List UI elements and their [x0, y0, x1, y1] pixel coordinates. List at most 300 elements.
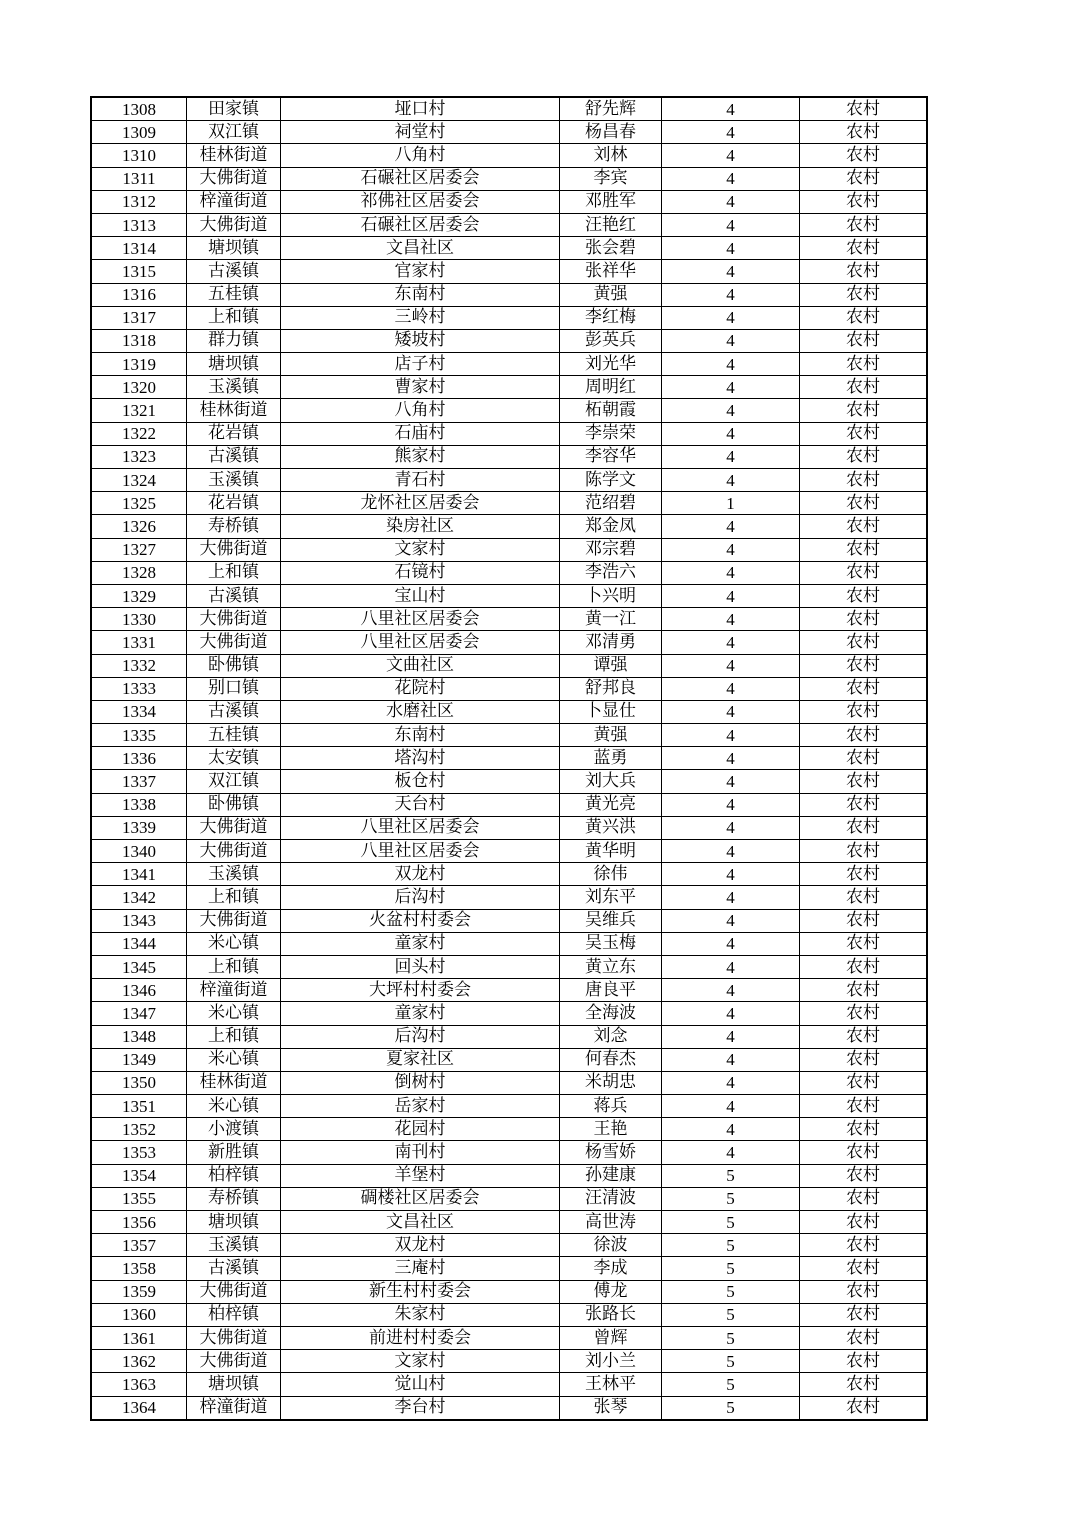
serial-number-cell: 1332: [91, 654, 187, 677]
village-cell: 文家村: [281, 1350, 560, 1373]
area-type-cell: 农村: [800, 1211, 928, 1234]
town-cell: 上和镇: [187, 1025, 281, 1048]
village-cell: 石碾社区居委会: [281, 167, 560, 190]
person-name-cell: 黄强: [560, 724, 662, 747]
town-cell: 玉溪镇: [187, 863, 281, 886]
serial-number-cell: 1363: [91, 1373, 187, 1396]
area-type-cell: 农村: [800, 979, 928, 1002]
serial-number-cell: 1317: [91, 306, 187, 329]
serial-number-cell: 1312: [91, 190, 187, 213]
area-type-cell: 农村: [800, 469, 928, 492]
table-row: [91, 515, 927, 538]
count-cell: 5: [662, 1326, 800, 1349]
table-row: [91, 538, 927, 561]
town-cell: 玉溪镇: [187, 376, 281, 399]
count-cell: 4: [662, 608, 800, 631]
table-row: [91, 213, 927, 236]
count-cell: 4: [662, 445, 800, 468]
count-cell: 4: [662, 631, 800, 654]
person-name-cell: 范绍碧: [560, 492, 662, 515]
serial-number-cell: 1348: [91, 1025, 187, 1048]
person-name-cell: 吴玉梅: [560, 932, 662, 955]
table-row: [91, 1280, 927, 1303]
count-cell: 5: [662, 1187, 800, 1210]
serial-number-cell: 1353: [91, 1141, 187, 1164]
count-cell: 5: [662, 1257, 800, 1280]
serial-number-cell: 1325: [91, 492, 187, 515]
village-cell: 东南村: [281, 283, 560, 306]
count-cell: 4: [662, 260, 800, 283]
town-cell: 田家镇: [187, 97, 281, 121]
area-type-cell: 农村: [800, 283, 928, 306]
area-type-cell: 农村: [800, 376, 928, 399]
area-type-cell: 农村: [800, 584, 928, 607]
town-cell: 大佛街道: [187, 608, 281, 631]
area-type-cell: 农村: [800, 631, 928, 654]
count-cell: 5: [662, 1350, 800, 1373]
serial-number-cell: 1344: [91, 932, 187, 955]
town-cell: 花岩镇: [187, 492, 281, 515]
count-cell: 4: [662, 422, 800, 445]
area-type-cell: 农村: [800, 422, 928, 445]
area-type-cell: 农村: [800, 445, 928, 468]
area-type-cell: 农村: [800, 1326, 928, 1349]
town-cell: 玉溪镇: [187, 469, 281, 492]
town-cell: 米心镇: [187, 1048, 281, 1071]
town-cell: 大佛街道: [187, 631, 281, 654]
town-cell: 大佛街道: [187, 1326, 281, 1349]
town-cell: 古溪镇: [187, 1257, 281, 1280]
table-row: [91, 608, 927, 631]
village-cell: 板仓村: [281, 770, 560, 793]
village-cell: 倒树村: [281, 1071, 560, 1094]
town-cell: 群力镇: [187, 329, 281, 352]
serial-number-cell: 1335: [91, 724, 187, 747]
serial-number-cell: 1360: [91, 1303, 187, 1326]
count-cell: 4: [662, 909, 800, 932]
person-name-cell: 刘大兵: [560, 770, 662, 793]
table-row: [91, 167, 927, 190]
table-row: [91, 1350, 927, 1373]
town-cell: 梓潼街道: [187, 190, 281, 213]
person-name-cell: 刘念: [560, 1025, 662, 1048]
town-cell: 米心镇: [187, 1002, 281, 1025]
person-name-cell: 杨雪娇: [560, 1141, 662, 1164]
person-name-cell: 彭英兵: [560, 329, 662, 352]
serial-number-cell: 1319: [91, 353, 187, 376]
person-name-cell: 郑金凤: [560, 515, 662, 538]
person-name-cell: 黄华明: [560, 840, 662, 863]
table-row: [91, 399, 927, 422]
area-type-cell: 农村: [800, 561, 928, 584]
area-type-cell: 农村: [800, 909, 928, 932]
count-cell: 5: [662, 1164, 800, 1187]
village-cell: 文曲社区: [281, 654, 560, 677]
table-row: [91, 1257, 927, 1280]
town-cell: 大佛街道: [187, 538, 281, 561]
count-cell: 4: [662, 538, 800, 561]
serial-number-cell: 1358: [91, 1257, 187, 1280]
area-type-cell: 农村: [800, 329, 928, 352]
count-cell: 4: [662, 886, 800, 909]
count-cell: 4: [662, 561, 800, 584]
area-type-cell: 农村: [800, 515, 928, 538]
village-cell: 大坪村村委会: [281, 979, 560, 1002]
town-cell: 寿桥镇: [187, 1187, 281, 1210]
person-name-cell: 邓清勇: [560, 631, 662, 654]
village-cell: 文昌社区: [281, 1211, 560, 1234]
count-cell: 4: [662, 724, 800, 747]
area-type-cell: 农村: [800, 1164, 928, 1187]
town-cell: 塘坝镇: [187, 237, 281, 260]
person-name-cell: 何春杰: [560, 1048, 662, 1071]
table-row: [91, 1118, 927, 1141]
person-name-cell: 高世涛: [560, 1211, 662, 1234]
count-cell: 5: [662, 1211, 800, 1234]
town-cell: 寿桥镇: [187, 515, 281, 538]
town-cell: 双江镇: [187, 770, 281, 793]
table-row: [91, 144, 927, 167]
count-cell: 4: [662, 816, 800, 839]
person-name-cell: 柘朝霞: [560, 399, 662, 422]
town-cell: 花岩镇: [187, 422, 281, 445]
serial-number-cell: 1318: [91, 329, 187, 352]
town-cell: 卧佛镇: [187, 654, 281, 677]
town-cell: 米心镇: [187, 1095, 281, 1118]
town-cell: 大佛街道: [187, 1350, 281, 1373]
person-name-cell: 徐波: [560, 1234, 662, 1257]
serial-number-cell: 1327: [91, 538, 187, 561]
village-cell: 三岭村: [281, 306, 560, 329]
area-type-cell: 农村: [800, 955, 928, 978]
person-name-cell: 舒邦良: [560, 677, 662, 700]
person-name-cell: 张琴: [560, 1396, 662, 1420]
count-cell: 4: [662, 399, 800, 422]
table-row: [91, 677, 927, 700]
count-cell: 4: [662, 353, 800, 376]
table-row: [91, 422, 927, 445]
count-cell: 4: [662, 237, 800, 260]
serial-number-cell: 1321: [91, 399, 187, 422]
count-cell: 5: [662, 1234, 800, 1257]
town-cell: 大佛街道: [187, 1280, 281, 1303]
area-type-cell: 农村: [800, 306, 928, 329]
town-cell: 卧佛镇: [187, 793, 281, 816]
area-type-cell: 农村: [800, 1002, 928, 1025]
person-name-cell: 李浩六: [560, 561, 662, 584]
serial-number-cell: 1341: [91, 863, 187, 886]
town-cell: 五桂镇: [187, 724, 281, 747]
village-cell: 双龙村: [281, 1234, 560, 1257]
person-name-cell: 周明红: [560, 376, 662, 399]
person-name-cell: 黄一江: [560, 608, 662, 631]
village-cell: 石碾社区居委会: [281, 213, 560, 236]
person-name-cell: 张路长: [560, 1303, 662, 1326]
village-cell: 三庵村: [281, 1257, 560, 1280]
person-name-cell: 王艳: [560, 1118, 662, 1141]
area-type-cell: 农村: [800, 770, 928, 793]
person-name-cell: 李容华: [560, 445, 662, 468]
table-row: [91, 1303, 927, 1326]
person-name-cell: 刘小兰: [560, 1350, 662, 1373]
person-name-cell: 刘东平: [560, 886, 662, 909]
village-cell: 官家村: [281, 260, 560, 283]
table-row: [91, 1002, 927, 1025]
table-row: [91, 1048, 927, 1071]
area-type-cell: 农村: [800, 1118, 928, 1141]
table-row: [91, 631, 927, 654]
area-type-cell: 农村: [800, 190, 928, 213]
village-cell: 南刊村: [281, 1141, 560, 1164]
area-type-cell: 农村: [800, 1141, 928, 1164]
table-row: [91, 97, 927, 121]
person-name-cell: 汪艳红: [560, 213, 662, 236]
count-cell: 4: [662, 283, 800, 306]
area-type-cell: 农村: [800, 608, 928, 631]
town-cell: 桂林街道: [187, 1071, 281, 1094]
serial-number-cell: 1316: [91, 283, 187, 306]
table-row: [91, 886, 927, 909]
count-cell: 4: [662, 376, 800, 399]
area-type-cell: 农村: [800, 1234, 928, 1257]
person-name-cell: 黄立东: [560, 955, 662, 978]
village-cell: 矮坡村: [281, 329, 560, 352]
town-cell: 大佛街道: [187, 816, 281, 839]
person-name-cell: 杨昌春: [560, 121, 662, 144]
village-cell: 青石村: [281, 469, 560, 492]
serial-number-cell: 1309: [91, 121, 187, 144]
table-row: [91, 329, 927, 352]
town-cell: 大佛街道: [187, 909, 281, 932]
count-cell: 4: [662, 306, 800, 329]
count-cell: 4: [662, 515, 800, 538]
village-cell: 文家村: [281, 538, 560, 561]
table-row: [91, 724, 927, 747]
serial-number-cell: 1350: [91, 1071, 187, 1094]
village-cell: 文昌社区: [281, 237, 560, 260]
serial-number-cell: 1333: [91, 677, 187, 700]
table-row: [91, 863, 927, 886]
table-row: [91, 1164, 927, 1187]
area-type-cell: 农村: [800, 237, 928, 260]
count-cell: 4: [662, 955, 800, 978]
area-type-cell: 农村: [800, 1025, 928, 1048]
area-type-cell: 农村: [800, 654, 928, 677]
town-cell: 大佛街道: [187, 213, 281, 236]
village-cell: 后沟村: [281, 886, 560, 909]
person-name-cell: 王林平: [560, 1373, 662, 1396]
area-type-cell: 农村: [800, 932, 928, 955]
person-name-cell: 全海波: [560, 1002, 662, 1025]
table-row: [91, 932, 927, 955]
table-row: [91, 909, 927, 932]
village-cell: 垭口村: [281, 97, 560, 121]
serial-number-cell: 1310: [91, 144, 187, 167]
town-cell: 上和镇: [187, 561, 281, 584]
person-name-cell: 舒先辉: [560, 97, 662, 121]
village-cell: 天台村: [281, 793, 560, 816]
village-cell: 前进村村委会: [281, 1326, 560, 1349]
person-name-cell: 张祥华: [560, 260, 662, 283]
village-cell: 熊家村: [281, 445, 560, 468]
table-row: [91, 1095, 927, 1118]
village-cell: 花园村: [281, 1118, 560, 1141]
serial-number-cell: 1356: [91, 1211, 187, 1234]
town-cell: 别口镇: [187, 677, 281, 700]
town-cell: 上和镇: [187, 955, 281, 978]
area-type-cell: 农村: [800, 1187, 928, 1210]
serial-number-cell: 1361: [91, 1326, 187, 1349]
table-row: [91, 1396, 927, 1420]
area-type-cell: 农村: [800, 1257, 928, 1280]
table-row: [91, 121, 927, 144]
serial-number-cell: 1322: [91, 422, 187, 445]
serial-number-cell: 1313: [91, 213, 187, 236]
table-row: [91, 306, 927, 329]
serial-number-cell: 1330: [91, 608, 187, 631]
area-type-cell: 农村: [800, 1350, 928, 1373]
town-cell: 大佛街道: [187, 840, 281, 863]
table-row: [91, 654, 927, 677]
town-cell: 古溪镇: [187, 584, 281, 607]
table-row: [91, 1071, 927, 1094]
count-cell: 4: [662, 1095, 800, 1118]
village-cell: 东南村: [281, 724, 560, 747]
area-type-cell: 农村: [800, 793, 928, 816]
serial-number-cell: 1351: [91, 1095, 187, 1118]
person-name-cell: 张会碧: [560, 237, 662, 260]
village-cell: 八角村: [281, 399, 560, 422]
serial-number-cell: 1311: [91, 167, 187, 190]
serial-number-cell: 1331: [91, 631, 187, 654]
count-cell: 5: [662, 1303, 800, 1326]
village-cell: 回头村: [281, 955, 560, 978]
town-cell: 小渡镇: [187, 1118, 281, 1141]
town-cell: 塘坝镇: [187, 1373, 281, 1396]
village-cell: 火盆村村委会: [281, 909, 560, 932]
count-cell: 4: [662, 747, 800, 770]
table-row: [91, 237, 927, 260]
table-row: [91, 1187, 927, 1210]
count-cell: 4: [662, 1002, 800, 1025]
village-cell: 石镜村: [281, 561, 560, 584]
person-name-cell: 唐良平: [560, 979, 662, 1002]
count-cell: 4: [662, 863, 800, 886]
town-cell: 新胜镇: [187, 1141, 281, 1164]
area-type-cell: 农村: [800, 863, 928, 886]
person-name-cell: 汪清波: [560, 1187, 662, 1210]
town-cell: 柏梓镇: [187, 1164, 281, 1187]
count-cell: 4: [662, 770, 800, 793]
table-row: [91, 561, 927, 584]
count-cell: 4: [662, 979, 800, 1002]
serial-number-cell: 1355: [91, 1187, 187, 1210]
village-cell: 店子村: [281, 353, 560, 376]
serial-number-cell: 1349: [91, 1048, 187, 1071]
town-cell: 米心镇: [187, 932, 281, 955]
serial-number-cell: 1326: [91, 515, 187, 538]
town-cell: 桂林街道: [187, 399, 281, 422]
serial-number-cell: 1343: [91, 909, 187, 932]
area-type-cell: 农村: [800, 121, 928, 144]
person-name-cell: 李成: [560, 1257, 662, 1280]
serial-number-cell: 1342: [91, 886, 187, 909]
serial-number-cell: 1339: [91, 816, 187, 839]
village-cell: 童家村: [281, 932, 560, 955]
table-row: [91, 1234, 927, 1257]
table-row: [91, 793, 927, 816]
area-type-cell: 农村: [800, 260, 928, 283]
serial-number-cell: 1308: [91, 97, 187, 121]
person-name-cell: 邓宗碧: [560, 538, 662, 561]
count-cell: 4: [662, 932, 800, 955]
town-cell: 古溪镇: [187, 700, 281, 723]
table-row: [91, 492, 927, 515]
village-cell: 八里社区居委会: [281, 631, 560, 654]
person-name-cell: 李红梅: [560, 306, 662, 329]
area-type-cell: 农村: [800, 353, 928, 376]
count-cell: 5: [662, 1280, 800, 1303]
count-cell: 5: [662, 1373, 800, 1396]
village-cell: 岳家村: [281, 1095, 560, 1118]
serial-number-cell: 1328: [91, 561, 187, 584]
area-type-cell: 农村: [800, 167, 928, 190]
count-cell: 4: [662, 840, 800, 863]
town-cell: 五桂镇: [187, 283, 281, 306]
count-cell: 4: [662, 1025, 800, 1048]
town-cell: 太安镇: [187, 747, 281, 770]
table-row: [91, 816, 927, 839]
table-row: [91, 840, 927, 863]
person-name-cell: 吴维兵: [560, 909, 662, 932]
area-type-cell: 农村: [800, 1396, 928, 1420]
table-row: [91, 190, 927, 213]
person-name-cell: 卜显仕: [560, 700, 662, 723]
village-cell: 李台村: [281, 1396, 560, 1420]
record-table-body: [91, 97, 927, 1420]
person-name-cell: 蓝勇: [560, 747, 662, 770]
table-row: [91, 1326, 927, 1349]
serial-number-cell: 1336: [91, 747, 187, 770]
town-cell: 双江镇: [187, 121, 281, 144]
village-cell: 碉楼社区居委会: [281, 1187, 560, 1210]
person-name-cell: 徐伟: [560, 863, 662, 886]
person-name-cell: 黄强: [560, 283, 662, 306]
area-type-cell: 农村: [800, 213, 928, 236]
area-type-cell: 农村: [800, 840, 928, 863]
table-row: [91, 584, 927, 607]
town-cell: 梓潼街道: [187, 979, 281, 1002]
serial-number-cell: 1352: [91, 1118, 187, 1141]
village-cell: 石庙村: [281, 422, 560, 445]
area-type-cell: 农村: [800, 1303, 928, 1326]
table-row: [91, 747, 927, 770]
count-cell: 4: [662, 167, 800, 190]
area-type-cell: 农村: [800, 144, 928, 167]
village-cell: 新生村村委会: [281, 1280, 560, 1303]
serial-number-cell: 1346: [91, 979, 187, 1002]
town-cell: 大佛街道: [187, 167, 281, 190]
area-type-cell: 农村: [800, 1071, 928, 1094]
count-cell: 5: [662, 1396, 800, 1420]
table-row: [91, 445, 927, 468]
town-cell: 塘坝镇: [187, 1211, 281, 1234]
village-cell: 八角村: [281, 144, 560, 167]
person-name-cell: 孙建康: [560, 1164, 662, 1187]
village-cell: 后沟村: [281, 1025, 560, 1048]
count-cell: 4: [662, 144, 800, 167]
village-cell: 宝山村: [281, 584, 560, 607]
